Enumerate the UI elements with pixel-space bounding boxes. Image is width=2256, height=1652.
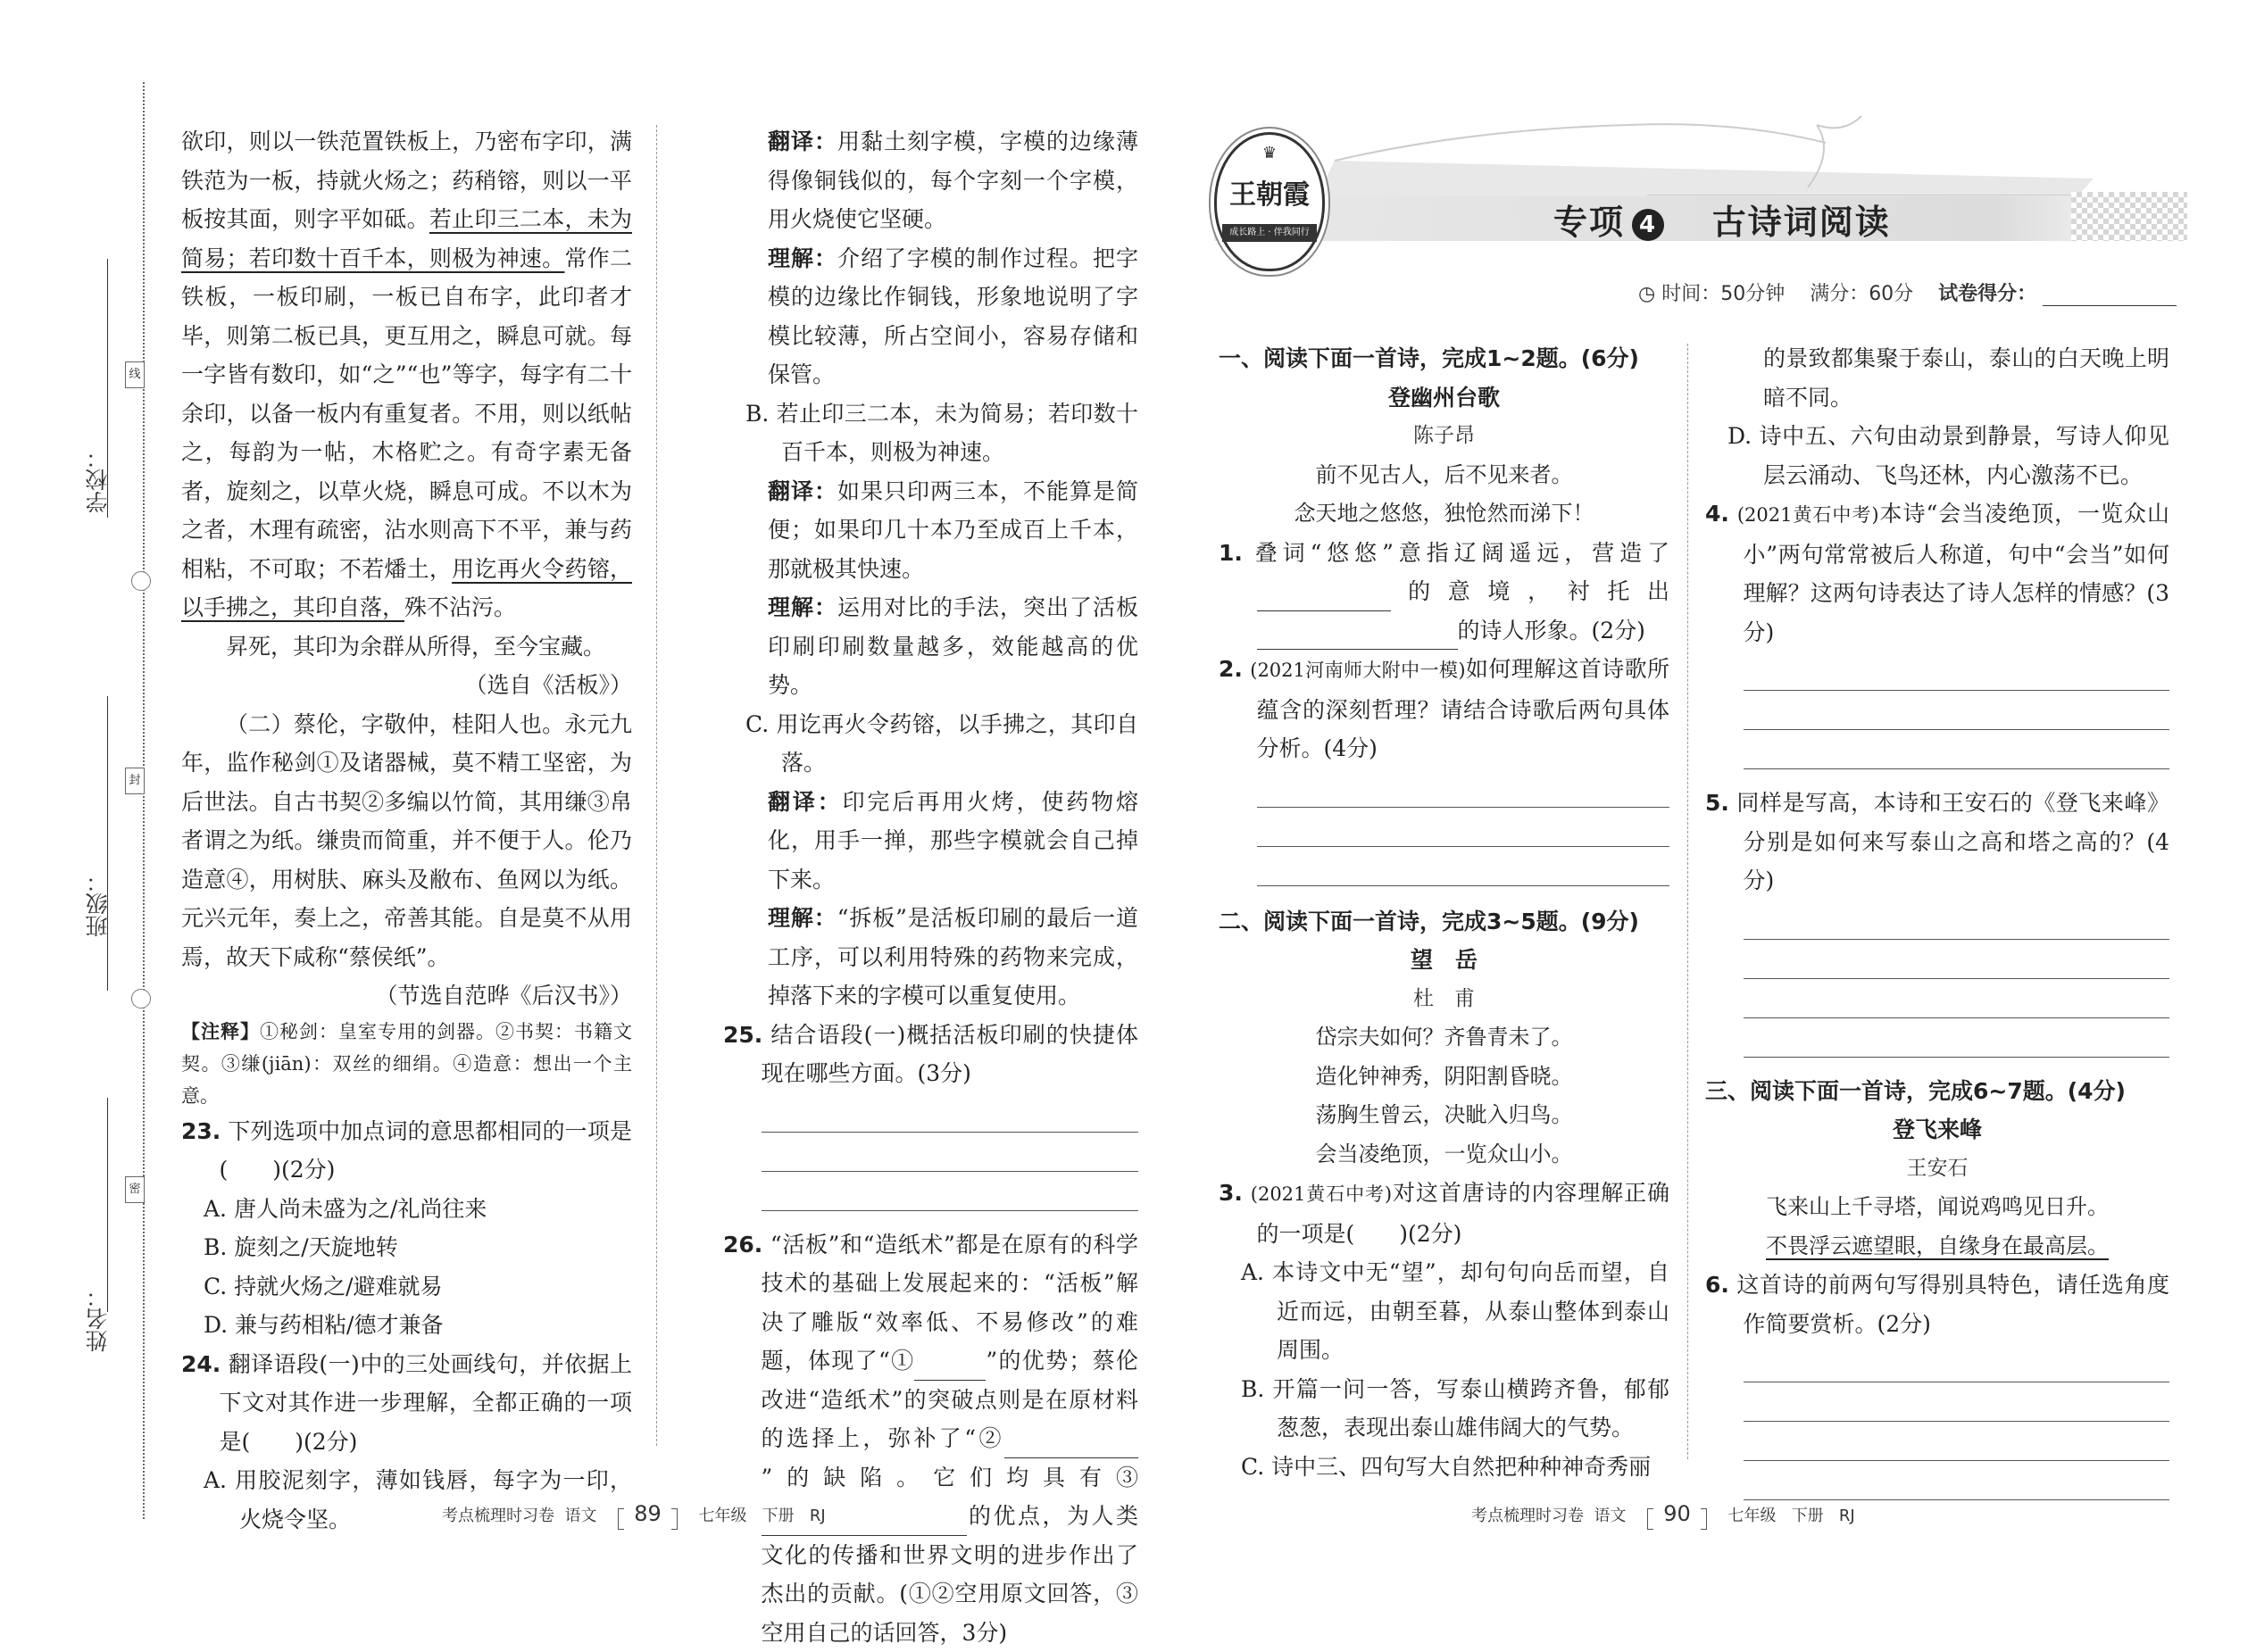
section-heading: 一、阅读下面一首诗，完成1~2题。(6分) [1219, 339, 1669, 378]
clock-icon: ◷ [1638, 283, 1655, 305]
ornament-icon [131, 989, 151, 1009]
option[interactable]: C. 诗中三、四句写大自然把种种神奇秀丽 [1219, 1448, 1669, 1487]
poem-title: 登飞来峰 [1705, 1110, 2169, 1150]
passage-paragraph: 欲印，则以一铁范置铁板上，乃密布字印，满铁范为一板，持就火炀之；药稍镕，则以一平板按其面，则字平如砥。若止印三二本，未为简易；若印数十百千本，则极为神速。常作二铁板，一板印刷，一板已自布字，此印者才毕，则第二板已具，更互用之，瞬息可就。每一字皆有数印，如“之”“也”等字，每字有二十余印，以备一板内有重复者。不用，则以纸帖之，每韵为一帖，木格贮之。有奇字素无备者，旋刻之，以草火烧，瞬息可成。不以木为之者，木理有疏密，沾水则高下不平，兼与药相粘，不可取；不若燔土，用讫再火令药镕，以手拂之，其印自落，殊不沾污。 [181, 122, 632, 627]
passage-paragraph: （二）蔡伦，字敬仲，桂阳人也。永元九年，监作秘剑①及诸器械，莫不精工坚密，为后世法。自古书契②多编以竹简，其用缣③帛者谓之为纸。缣贵而简重，并不便于人。伦乃造意④，用树肤、麻头及敝布、鱼网以为纸。元兴元年，奏上之，帝善其能。自是莫不从用焉，故天下咸称“蔡侯纸”。 [181, 705, 632, 977]
answer-line[interactable] [1257, 768, 1670, 808]
translation: 翻译：用黏土刻字模，字模的边缘薄得像铜钱似的，每个字刻一个字模，用火烧使它坚硬。 [723, 122, 1138, 239]
fill-blank[interactable] [1344, 584, 1391, 611]
answer-line[interactable] [1744, 652, 2170, 691]
option[interactable]: D. 兼与药相粘/德才兼备 [181, 1306, 632, 1345]
poem-line: 飞来山上千寻塔，闻说鸡鸣见日升。 [1705, 1188, 2169, 1227]
question-6: 6. 这首诗的前两句写得别具特色，请任选角度作简要赏析。(2分) [1705, 1266, 2169, 1343]
source-citation: （节选自范晔《后汉书》） [181, 976, 632, 1016]
section-heading: 二、阅读下面一首诗，完成3~5题。(9分) [1219, 902, 1669, 942]
option-continued: 的景致都集聚于泰山，泰山的白天晚上明暗不同。 [1705, 339, 2169, 417]
column-divider [656, 125, 657, 1446]
answer-line[interactable] [1744, 979, 2170, 1018]
source-citation: （选自《活板》） [181, 666, 632, 705]
answer-area[interactable] [1705, 652, 2169, 769]
right-column-1 [1219, 339, 1669, 1486]
footer-right: 考点梳理时习卷 语文 90 七年级 下册 RJ [1471, 1501, 1855, 1526]
option[interactable]: B. 若止印三二本，未为简易；若印数十百千本，则极为神速。 [723, 394, 1138, 472]
question-3: 3. (2021黄石中考)对这首唐诗的内容理解正确的一项是( )(2分) [1219, 1174, 1669, 1253]
section-number-badge: 4 [1632, 209, 1664, 241]
option[interactable]: C. 用讫再火令药镕，以手拂之，其印自落。 [723, 705, 1138, 783]
question-2: 2. (2021河南师大附中一模)如何理解这首诗歌所蕴含的深刻哲理？请结合诗歌后两句具体分析。(4分) [1219, 650, 1669, 768]
answer-line[interactable] [1257, 808, 1670, 847]
crown-icon: ♛ [1217, 144, 1322, 162]
left-column-2 [723, 122, 1138, 1652]
footer-left: 考点梳理时习卷 语文 89 七年级 下册 RJ [442, 1501, 826, 1526]
answer-line[interactable] [1744, 1461, 2170, 1500]
option[interactable]: D. 诗中五、六句由动景到静景，写诗人仰见层云涌动、飞鸟还林，内心激荡不已。 [1705, 417, 2169, 494]
answer-line[interactable] [1744, 1382, 2170, 1422]
understanding: 理解：“拆板”是活板印刷的最后一道工序，可以利用特殊的药物来完成，掉落下来的字模可以重复使用。 [723, 899, 1138, 1016]
poem-line: 不畏浮云遮望眼，自缘身在最高层。 [1705, 1227, 2169, 1266]
section-title: 专项 4 古诗词阅读 [1553, 195, 1891, 244]
brand-logo [1214, 132, 1325, 271]
translation: 翻译：印完后再用火烤，使药物熔化，用手一掸，那些字模就会自己掉下来。 [723, 783, 1138, 900]
page-number: 90 [1656, 1501, 1698, 1526]
poem-line: 念天地之悠悠，独怆然而涕下！ [1219, 494, 1669, 534]
poem-line: 造化钟神秀，阴阳割昏晓。 [1219, 1058, 1669, 1097]
option[interactable]: A. 用胶泥刻字，薄如钱唇，每字为一印，火烧令坚。 [181, 1461, 632, 1539]
poem-line: 前不见古人，后不见来者。 [1219, 456, 1669, 495]
poem-line: 荡胸生曾云，决眦入归鸟。 [1219, 1096, 1669, 1135]
fill-blank[interactable] [1004, 1431, 1138, 1458]
name-line [107, 1098, 108, 1312]
section-heading: 三、阅读下面一首诗，完成6~7题。(4分) [1705, 1072, 2169, 1111]
question-4: 4. (2021黄石中考)本诗“会当凌绝顶，一览众山小”两句常常被后人称道，句中“会当”如何理解？这两句诗表达了诗人怎样的情感？(3分) [1705, 494, 2169, 652]
class-label: 班级： [82, 870, 114, 937]
poem-author: 杜 甫 [1219, 980, 1669, 1019]
answer-line[interactable] [1744, 1422, 2170, 1461]
answer-area[interactable] [1219, 768, 1669, 886]
question-26: 26. “活板”和“造纸术”都是在原有的科学技术的基础上发展起来的：“活板”解决了雕版“效率低、不易修改”的难题，体现了“① ”的优势；蔡伦改进“造纸术”的突破点则是在原材料的选择上，弥补了“②”的缺陷。它们均具有③的优点，为人类文化的传播和世界文明的进步作出了杰出的贡献。(①②空用原文回答，③空用自己的话回答，3分) [723, 1225, 1138, 1652]
dotted-binding-line [143, 82, 145, 1519]
answer-line[interactable] [1744, 730, 2170, 769]
seal-mark-line: 线 [125, 361, 145, 388]
question-25: 25. 结合语段(一)概括活板印刷的快捷体现在哪些方面。(3分) [723, 1016, 1138, 1093]
poem-line: 岱宗夫如何？齐鲁青未了。 [1219, 1018, 1669, 1058]
poem-author: 陈子昂 [1219, 417, 1669, 456]
seal-mark-seal: 封 [125, 768, 145, 794]
poem-line: 会当凌绝顶，一览众山小。 [1219, 1135, 1669, 1175]
translation: 翻译：如果只印两三本，不能算是简便；如果印几十本乃至成百上千本，那就极其快速。 [723, 472, 1138, 589]
annotation-note: 【注释】①秘剑：皇室专用的剑器。②书契：书籍文契。③缣(jiān)：双丝的细绢。④造意：想出一个主意。 [181, 1016, 632, 1112]
poem-title: 望 岳 [1219, 941, 1669, 980]
answer-line[interactable] [762, 1093, 1139, 1133]
passage-paragraph: 昇死，其印为余群从所得，至今宝藏。 [181, 627, 632, 667]
fill-blank[interactable] [914, 1353, 986, 1381]
question-23: 23. 下列选项中加点词的意思都相同的一项是( )(2分) [181, 1112, 632, 1190]
option[interactable]: B. 旋刻之/天旋地转 [181, 1228, 632, 1267]
answer-line[interactable] [1744, 1343, 2170, 1382]
column-divider [1687, 344, 1688, 1459]
answer-line[interactable] [1257, 847, 1670, 886]
score-field[interactable] [2043, 287, 2177, 306]
answer-line[interactable] [1744, 691, 2170, 730]
answer-line[interactable] [1744, 901, 2170, 940]
name-label: 姓名： [82, 1285, 114, 1352]
answer-line[interactable] [762, 1133, 1139, 1172]
question-24: 24. 翻译语段(一)中的三处画线句，并依据上下文对其作进一步理解，全都正确的一项是( )(2分) [181, 1345, 632, 1462]
answer-area[interactable] [1705, 1343, 2169, 1500]
option[interactable]: A. 本诗文中无“望”，却句句向岳而望，自近而远，由朝至暮，从泰山整体到泰山周围。 [1219, 1253, 1669, 1370]
option[interactable]: B. 开篇一问一答，写泰山横跨齐鲁，郁郁葱葱，表现出泰山雄伟阔大的气势。 [1219, 1370, 1669, 1448]
page-number: 89 [627, 1501, 669, 1526]
school-label: 学校： [82, 446, 114, 513]
logo-slogan: 成长路上 · 伴我同行 [1222, 224, 1317, 242]
checker-pattern [2071, 192, 2187, 241]
understanding: 理解：运用对比的手法，突出了活板印刷印刷数量越多，效能越高的优势。 [723, 588, 1138, 705]
answer-line[interactable] [762, 1172, 1139, 1211]
answer-line[interactable] [1744, 1018, 2170, 1058]
question-1: 1. 叠词“悠悠”意指辽阔遥远，营造了的意境，衬托出的诗人形象。(2分) [1219, 534, 1669, 651]
left-column-1 [181, 122, 632, 1539]
logo-text: 王朝霞 [1217, 172, 1322, 212]
class-line [107, 696, 108, 991]
option[interactable]: A. 唐人尚未盛为之/礼尚往来 [181, 1190, 632, 1229]
fill-blank[interactable] [1257, 584, 1344, 611]
poem-author: 王安石 [1705, 1150, 2169, 1189]
ornament-icon [131, 571, 151, 591]
answer-area[interactable] [1705, 901, 2169, 1058]
right-column-2 [1705, 339, 2169, 1500]
understanding: 理解：介绍了字模的制作过程。把字模的边缘比作铜钱，形象地说明了字模比较薄，所占空间小，容易存储和保管。 [723, 239, 1138, 394]
answer-line[interactable] [1744, 940, 2170, 979]
answer-area[interactable] [723, 1093, 1138, 1211]
question-5: 5. 同样是写高，本诗和王安石的《登飞来峰》分别是如何来写泰山之高和塔之高的？(4分) [1705, 784, 2169, 901]
exam-info: ◷ 时间：50分钟 满分：60分 试卷得分： [1638, 278, 2177, 306]
seal-mark-secret: 密 [125, 1176, 145, 1203]
option[interactable]: C. 持就火炀之/避难就易 [181, 1267, 632, 1307]
poem-title: 登幽州台歌 [1219, 378, 1669, 418]
fill-blank[interactable] [1257, 622, 1458, 650]
